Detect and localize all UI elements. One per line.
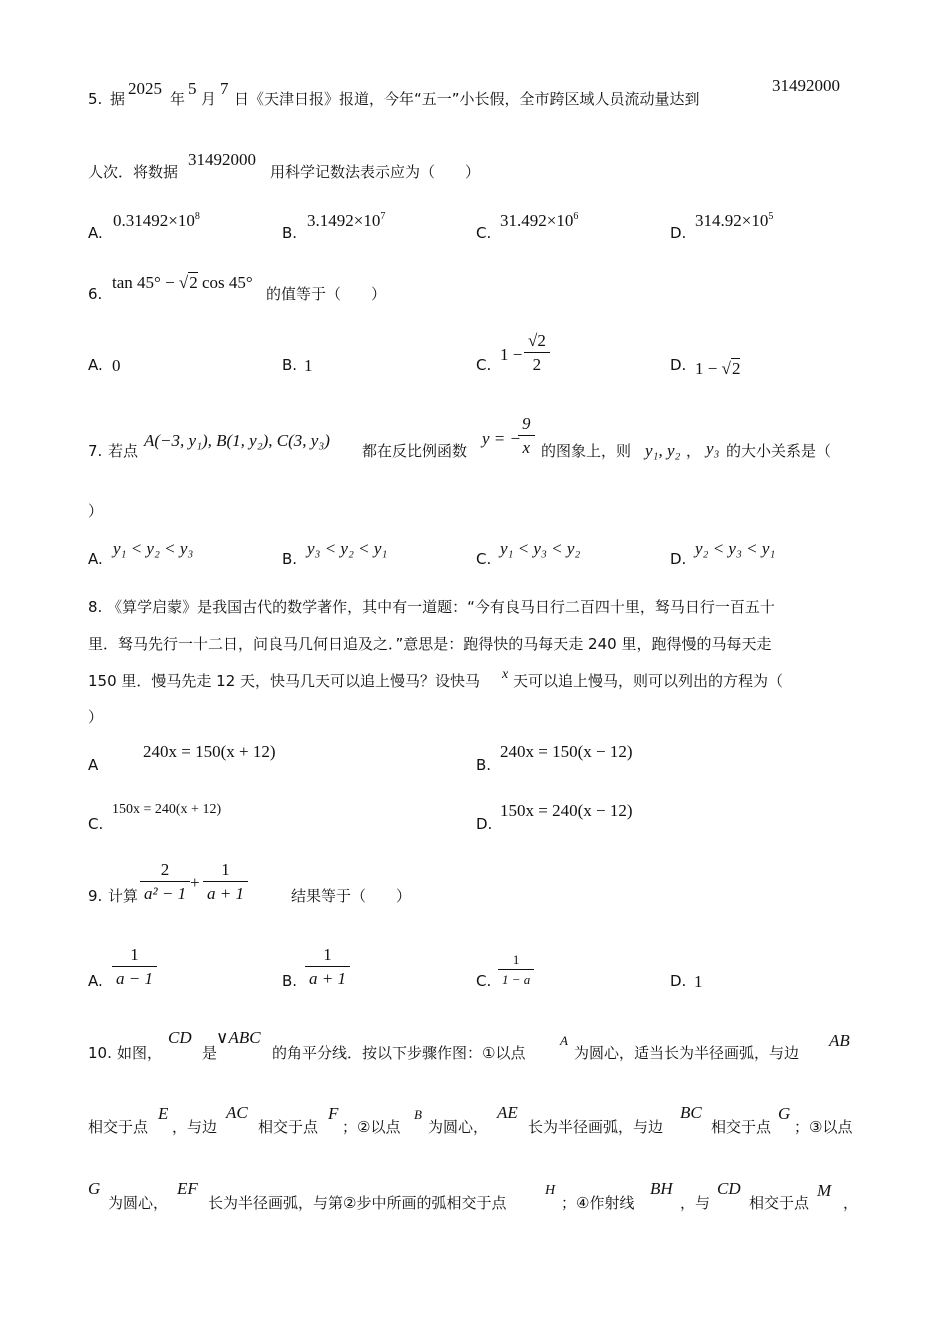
option-label: B. [282,972,298,990]
q10-text: ， [843,1194,859,1212]
q5-text: 日《天津日报》报道，今年“五一”小长假，全市跨区域人员流动量达到 [234,90,700,108]
option-label: A [88,756,99,774]
option-formula: $314.92\times 10^5$ [695,211,774,230]
option-formula: $3.1492\times 10^7$ [307,211,386,230]
q5-value: 31492000 [188,150,256,169]
option-label: C. [88,815,104,833]
q8-line: 150 里．慢马先走 12 天，快马几天可以追上慢马？设快马 [88,672,481,690]
q10-text: 如图， [117,1044,163,1062]
q9-number: 9. [88,887,103,905]
q10-math: E [158,1104,169,1123]
q10-text: 长为半径画弧，与边 [528,1118,664,1136]
q8-line: 天可以追上慢马，则可以列出的方程为（ [513,672,784,690]
option-label: D. [670,356,687,374]
q10-text: 为圆心，适当长为半径画弧，与边 [574,1044,800,1062]
option-fraction: $\frac{√2}{2}$ [524,332,550,373]
option-label: B. [282,550,298,568]
q8-text: ） [88,708,104,726]
q10-math: B [414,1107,422,1122]
option-label: C. [476,356,492,374]
q10-math: G [88,1179,101,1198]
q10-text: 相交于点 [749,1194,810,1212]
q10-math: ∨ABC [216,1028,261,1047]
q10-text: ；③以点 [794,1118,853,1136]
q5-text: 年 [170,90,186,108]
q9-fraction: $\frac{2}{\text{a² − 1}}$ [140,861,190,902]
q10-text: ；②以点 [342,1118,401,1136]
option-label: D. [476,815,493,833]
q9-fraction: $\frac{1}{a + 1}$ [203,861,248,902]
q7-fraction: $\frac{9}{x}$ [518,415,535,456]
q8-line: 里．驽马先行一十二日，问良马几何日追及之．”意思是：跑得快的马每天走 240 里，跑得慢的马每天走 [88,635,772,653]
q5-day: 7 [220,79,229,98]
q5-text: 用科学记数法表示应为（ ） [270,163,481,181]
q10-math: G [778,1104,791,1123]
q10-text: 的角平分线．按以下步骤作图：①以点 [272,1044,526,1062]
q7-text: 都在反比例函数 [362,442,468,460]
q8-line: 8. 《算学启蒙》是我国古代的数学著作，其中有一道题：“今有良马日行二百四十里，驽马日行一百五十 [88,598,775,616]
option-formula: y₁ < y₂ < y₃ [113,539,194,558]
q7-number: 7. [88,442,103,460]
q10-text: 长为半径画弧，与第②步中所画的弧相交于点 [208,1194,507,1212]
q10-math: BH [650,1179,673,1198]
option-label: B. [476,756,492,774]
q10-math: AE [497,1103,518,1122]
option-label: A. [88,356,103,374]
q10-math: F [328,1104,339,1123]
q5-number: 5. [88,90,103,108]
q7-text: ） [88,502,104,520]
q6-number: 6. [88,285,103,303]
option-formula: $31.492\times 10^6$ [500,211,579,230]
q7-text: 若点 [108,442,139,460]
option-fraction: $\frac{1}{1 - a}$ [498,953,534,986]
option-label: C. [476,972,492,990]
q10-number: 10. [88,1044,112,1062]
q5-month: 5 [188,79,197,98]
option-label: B. [282,356,298,374]
q9-plus: + [190,873,200,892]
option-label: D. [670,550,687,568]
q6-text: 的值等于（ ） [266,285,387,303]
q10-text: 相交于点 [88,1118,149,1136]
option-label: D. [670,224,687,242]
q5-value: 31492000 [772,76,840,95]
option-formula: y₃ < y₂ < y₁ [307,539,388,558]
q10-text: ；④作射线 [561,1194,635,1212]
q10-text: ，与边 [172,1118,218,1136]
q10-math: AB [829,1031,850,1050]
option-formula: 1 [694,972,703,991]
option-formula: 1 − √2 [695,359,741,378]
option-formula: 150x = 240(x + 12) [112,802,222,817]
option-formula: $0.31492\times 10^8$ [113,211,200,230]
option-fraction: $\frac{1}{a + 1}$ [305,946,350,987]
q10-text: 为圆心， [428,1118,489,1136]
q5-year: 2025 [128,79,162,98]
option-formula: 240x = 150(x + 12) [143,742,276,761]
q7-text: 的大小关系是（ [726,442,832,460]
option-label: A. [88,972,103,990]
q7-function: y = − [482,429,521,448]
q10-math: AC [226,1103,248,1122]
option-label: D. [670,972,687,990]
q10-math: EF [177,1179,198,1198]
q10-math: A [560,1033,568,1048]
option-formula: 1 − [500,345,523,364]
q10-math: BC [680,1103,702,1122]
q5-text: 人次．将数据 [88,163,179,181]
option-formula: y₂ < y₃ < y₁ [695,539,776,558]
q5-text: 据 [110,90,126,108]
option-formula: 1 [304,356,313,375]
q7-text: ， [686,442,702,460]
q5-text: 月 [201,90,217,108]
option-formula: y₁ < y₃ < y₂ [500,539,581,558]
q10-math: CD [168,1028,192,1047]
q8-variable: x [502,667,509,682]
q7-vars: y₁, y₂ [645,441,681,460]
q9-text: 计算 [108,887,139,905]
q10-text: 相交于点 [711,1118,772,1136]
q10-text: 相交于点 [258,1118,319,1136]
option-label: B. [282,224,298,242]
q7-points: A(−3, y₁), B(1, y₂), C(3, y₃) [144,431,330,450]
option-label: A. [88,550,103,568]
q10-math: H [545,1183,556,1198]
option-formula: 0 [112,356,121,375]
q6-expression: tan 45° − √2 cos 45° [112,273,253,292]
q10-text: 为圆心， [108,1194,169,1212]
option-label: C. [476,224,492,242]
option-formula: 240x = 150(x − 12) [500,742,633,761]
q7-text: 的图象上，则 [541,442,632,460]
q10-math: M [817,1181,832,1200]
option-fraction: $\frac{1}{a - 1}$ [112,946,157,987]
q7-var: y₃ [706,439,720,458]
q9-text: 结果等于（ ） [291,887,412,905]
q10-text: 是 [202,1044,218,1062]
q10-math: CD [717,1179,741,1198]
option-formula: 150x = 240(x − 12) [500,801,633,820]
option-label: C. [476,550,492,568]
option-label: A. [88,224,103,242]
q10-text: ，与 [680,1194,711,1212]
